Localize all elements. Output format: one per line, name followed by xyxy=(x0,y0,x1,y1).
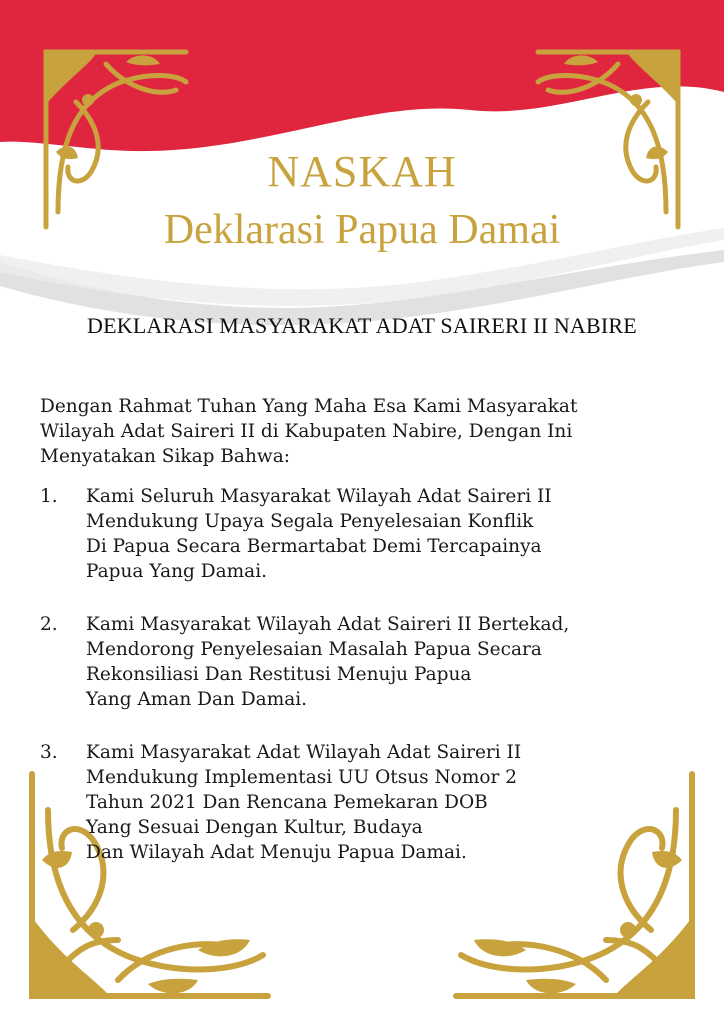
title-deklarasi: Deklarasi Papua Damai xyxy=(163,207,561,253)
point-line: Mendorong Penyelesaian Masalah Papua Secara xyxy=(86,639,542,660)
point-line: Kami Masyarakat Adat Wilayah Adat Saireri II xyxy=(86,742,522,763)
point-line: Yang Sesuai Dengan Kultur, Budaya xyxy=(86,817,423,838)
ornament-corner-top-left xyxy=(36,42,196,232)
title-naskah: NASKAH xyxy=(267,147,457,196)
point-line: Yang Aman Dan Damai. xyxy=(86,689,308,710)
point-line: Mendukung Upaya Segala Penyelesaian Konflik xyxy=(86,511,534,532)
point-line: Rekonsiliasi Dan Restitusi Menuju Papua xyxy=(86,664,472,685)
point-line: Dan Wilayah Adat Menuju Papua Damai. xyxy=(86,842,467,863)
intro-line: Wilayah Adat Saireri II di Kabupaten Nabire, Dengan Ini xyxy=(40,421,573,442)
declaration-heading: DEKLARASI MASYARAKAT ADAT SAIRERI II NABIRE xyxy=(87,313,637,338)
ornament-corner-top-right xyxy=(528,42,688,232)
point-line: Mendukung Implementasi UU Otsus Nomor 2 xyxy=(86,767,517,788)
intro-line: Dengan Rahmat Tuhan Yang Maha Esa Kami Masyarakat xyxy=(40,396,578,417)
point-line: Tahun 2021 Dan Rencana Pemekaran DOB xyxy=(86,792,488,813)
point-line: Kami Masyarakat Wilayah Adat Saireri II Bertekad, xyxy=(86,614,570,635)
point-number: 2. xyxy=(40,614,58,635)
intro-paragraph xyxy=(40,394,690,469)
point-line: Papua Yang Damai. xyxy=(86,561,267,582)
point-line: Kami Seluruh Masyarakat Wilayah Adat Saireri II xyxy=(86,486,552,507)
intro-line: Menyatakan Sikap Bahwa: xyxy=(40,446,290,467)
point-line: Di Papua Secara Bermartabat Demi Tercapainya xyxy=(86,536,542,557)
point-number: 3. xyxy=(40,742,58,763)
point-number: 1. xyxy=(40,486,58,507)
